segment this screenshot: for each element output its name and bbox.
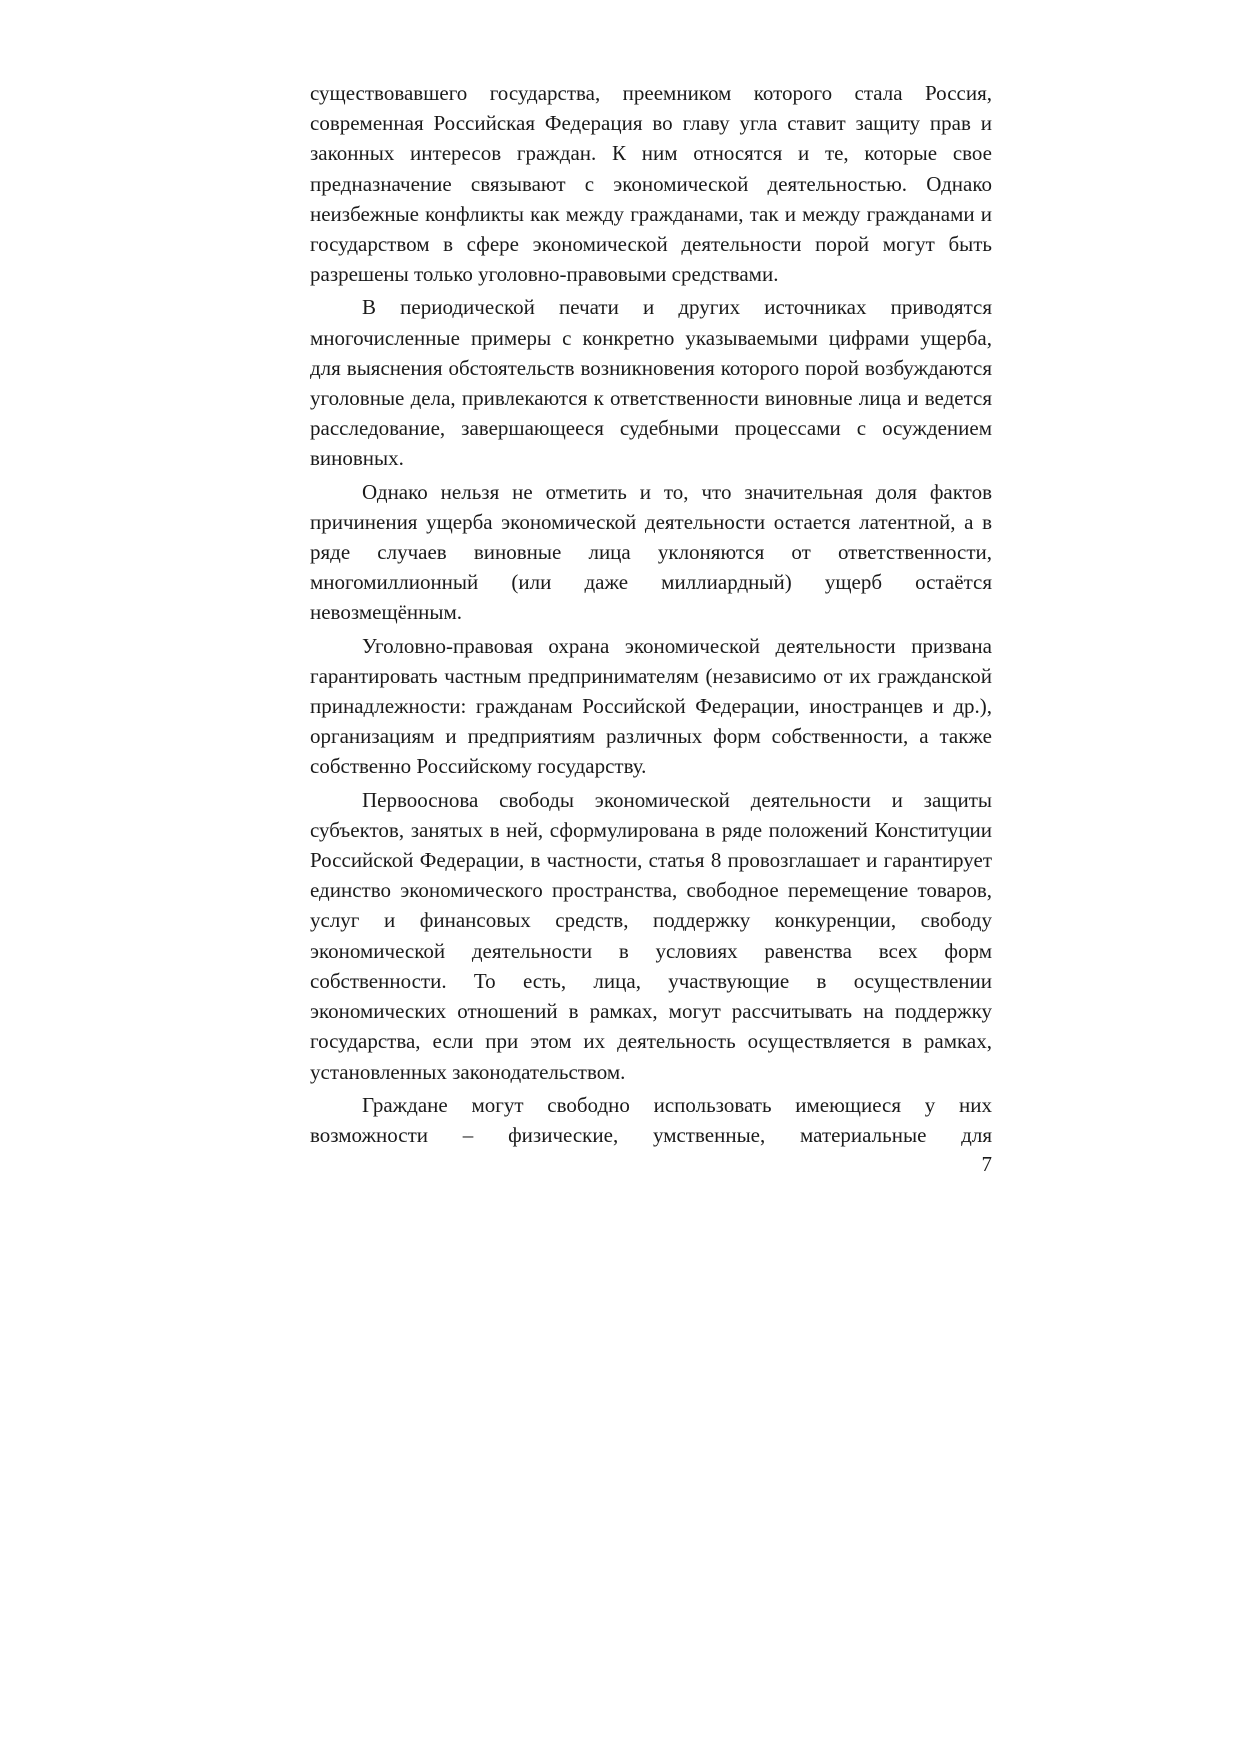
paragraph-continues: Граждане могут свободно использовать имеющиеся у них возможности – физические, умственные, материальные для [310, 1092, 992, 1147]
paragraph: Уголовно-правовая охрана экономической деятельности призвана гарантировать частным предпринимателям (независимо от их гражданской принадлежности: гражданам Российской Федерации, иностранцев и др.), организациям и предприятиям различных форм собственности, а также собственно Российскому государству. [310, 633, 992, 779]
paragraph: В периодической печати и других источниках приводятся многочисленные примеры с конкретно указываемыми цифрами ущерба, для выяснения обстоятельств возникновения которого порой возбуждаются уголовные дела, привлекаются к ответственности виновные лица и ведется расследование, завершающееся судебными процессами с осуждением виновных. [310, 295, 992, 471]
paragraph: Первооснова свободы экономической деятельности и защиты субъектов, занятых в ней, сформулирована в ряде положений Конституции Российской Федерации, в частности, статья 8 провозглашает и гарантирует единство экономического пространства, свободное перемещение товаров, услуг и финансовых средств, поддержку конкуренции, свободу экономической деятельности в условиях равенства всех форм собственности. То есть, лица, участвующие в осуществлении экономических отношений в рамках, могут рассчитывать на поддержку государства, если при этом их деятельность осуществляется в рамках, установленных законодательством. [310, 787, 992, 1084]
paragraph-continuation: существовавшего государства, преемником которого стала Россия, современная Российская Федерация во главу угла ставит защиту прав и законных интересов граждан. К ним относятся и те, которые свое предназначение связывают с экономической деятельностью. Однако неизбежные конфликты как между гражданами, так и между гражданами и государством в сфере экономической деятельности порой могут быть разрешены только уголовно-правовыми средствами. [310, 81, 992, 287]
document-page [310, 78, 992, 1153]
page-number: 7 [981, 1152, 992, 1176]
paragraph: Однако нельзя не отметить и то, что значительная доля фактов причинения ущерба экономической деятельности остается латентной, а в ряде случаев виновные лица уклоняются от ответственности, многомиллионный (или даже миллиардный) ущерб остаётся невозмещённым. [310, 479, 992, 625]
